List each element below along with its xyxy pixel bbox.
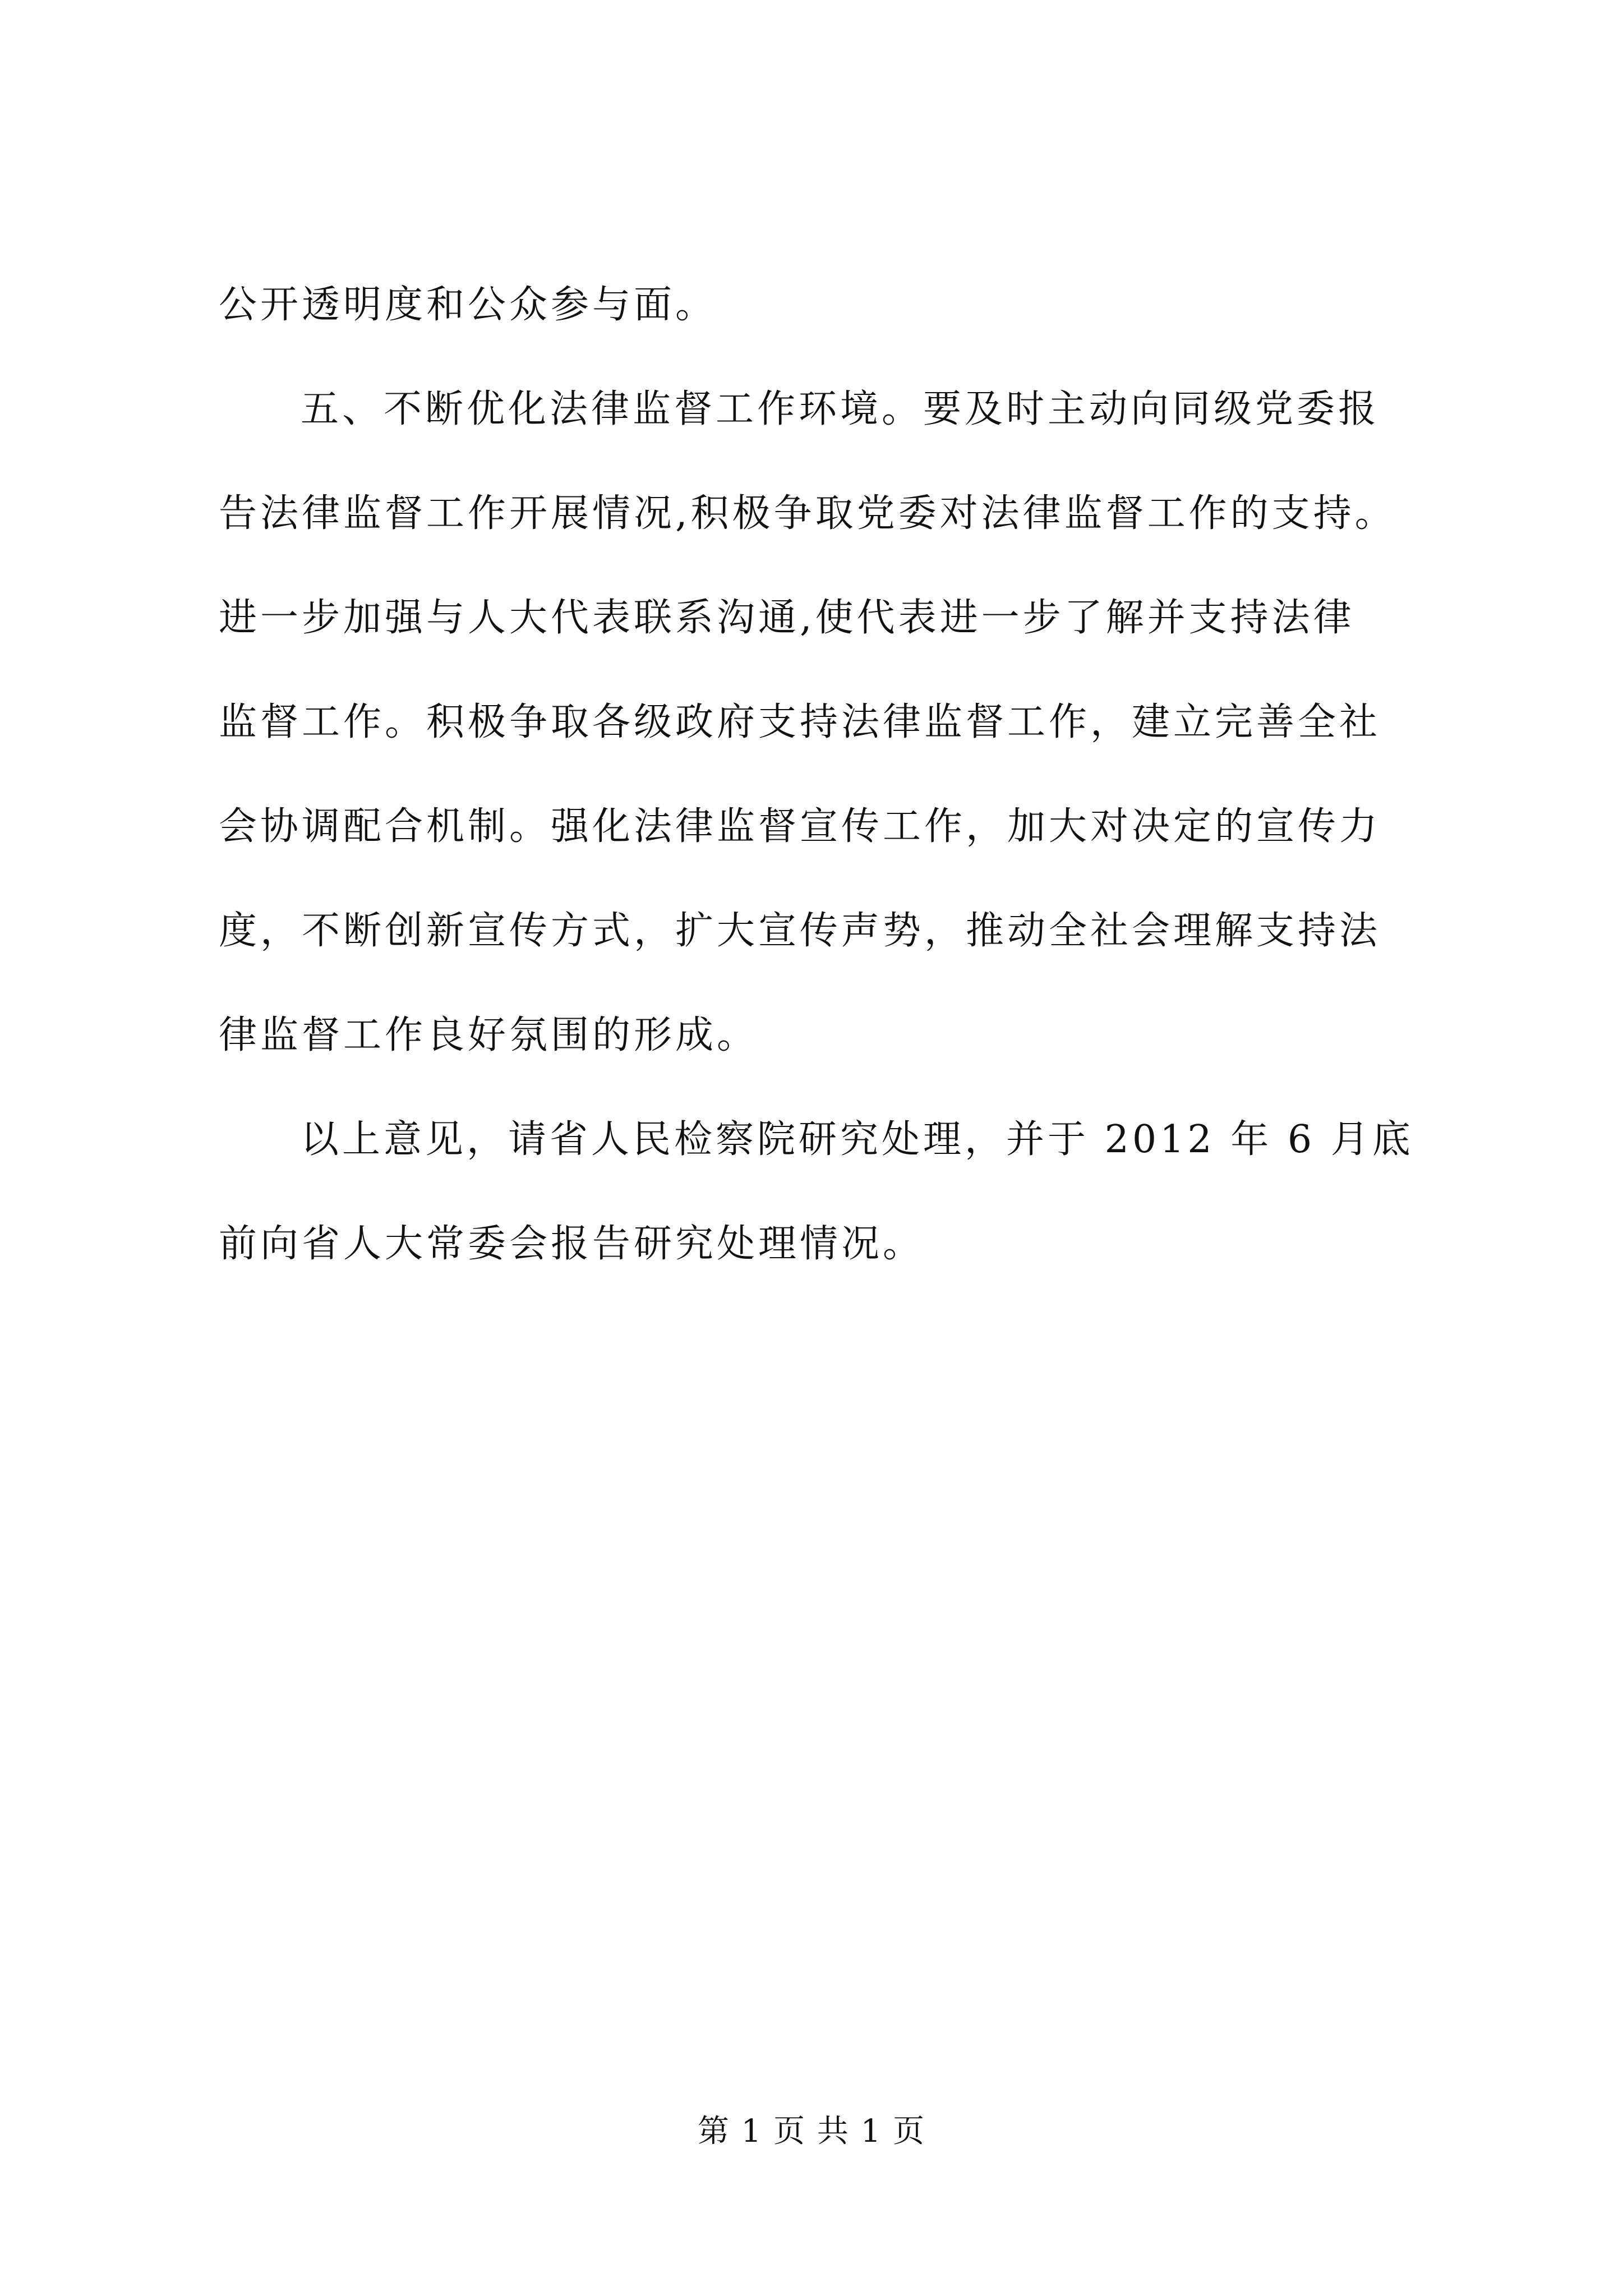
paragraph-line: 以上意见，请省人民检察院研究处理，并于 2012 年 6 月底 <box>301 1117 1414 1162</box>
body-text <box>219 280 1475 1324</box>
paragraph-line: 度，不断创新宣传方式，扩大宣传声势，推动全社会理解支持法 <box>219 909 1381 953</box>
paragraph-line: 会协调配合机制。强化法律监督宣传工作，加大对决定的宣传力 <box>219 804 1381 849</box>
paragraph-line: 监督工作。积极争取各级政府支持法律监督工作，建立完善全社 <box>219 700 1381 744</box>
paragraph-line: 五、不断优化法律监督工作环境。要及时主动向同级党委报 <box>301 387 1380 431</box>
paragraph-line: 告法律监督工作开展情况,积极争取党委对法律监督工作的支持。 <box>219 491 1396 536</box>
paragraph-line: 律监督工作良好氛围的形成。 <box>219 1013 759 1057</box>
page-footer: 第 1 页 共 1 页 <box>697 2113 926 2150</box>
paragraph-line: 前向省人大常委会报告研究处理情况。 <box>219 1222 925 1266</box>
paragraph-line: 进一步加强与人大代表联系沟通,使代表进一步了解并支持法律 <box>219 596 1355 640</box>
paragraph-line: 公开透明度和公众参与面。 <box>219 283 717 327</box>
